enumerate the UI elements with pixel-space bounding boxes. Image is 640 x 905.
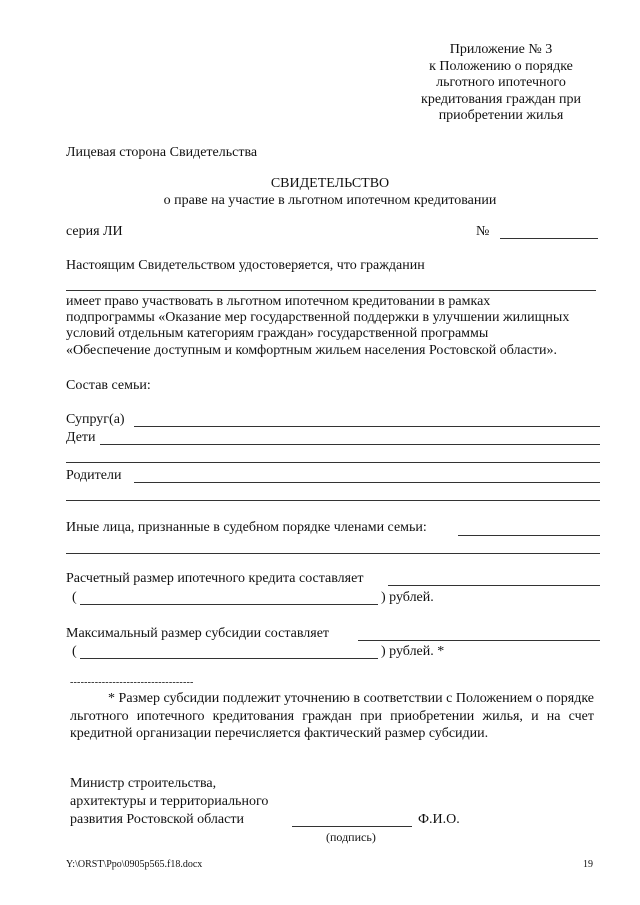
- front-side-label: Лицевая сторона Свидетельства: [66, 145, 258, 160]
- parents-field-extra[interactable]: [66, 500, 600, 501]
- subsidy-open-paren: (: [72, 644, 77, 659]
- appendix-line: льготного ипотечного: [436, 75, 566, 90]
- signature-field[interactable]: [292, 826, 412, 827]
- rights-line: условий отдельным категориям граждан» государственной программы: [66, 326, 489, 342]
- appendix-header: [408, 42, 594, 125]
- others-field[interactable]: [458, 535, 600, 536]
- credit-open-paren: (: [72, 590, 77, 605]
- document-title: СВИДЕТЕЛЬСТВО: [270, 176, 390, 191]
- appendix-line: приобретении жилья: [438, 108, 564, 123]
- certify-text: Настоящим Свидетельством удостоверяется, что гражданин: [66, 258, 425, 273]
- number-label: №: [476, 224, 490, 239]
- children-field-extra[interactable]: [66, 462, 600, 463]
- children-label: Дети: [66, 430, 96, 445]
- minister-title-line: развития Ростовской области: [70, 812, 244, 827]
- appendix-line: Приложение № 3: [449, 42, 553, 57]
- number-field[interactable]: [500, 238, 598, 239]
- family-heading: Состав семьи:: [66, 378, 151, 393]
- credit-words-field[interactable]: [80, 604, 378, 605]
- others-label: Иные лица, признанные в судебном порядке членами семьи:: [66, 520, 427, 535]
- rights-line: «Обеспечение доступным и комфортным жильем населения Ростовской области».: [66, 342, 558, 358]
- footnote-divider: -----------------------------------: [70, 677, 194, 688]
- credit-label: Расчетный размер ипотечного кредита составляет: [66, 571, 364, 586]
- footnote-body: * Размер субсидии подлежит уточнению в соответствии с Положением о порядке льготного ипотечного кредитования граждан при приобретении жилья, и на счет кредитной организации перечисляется фактический размер субсидии.: [70, 691, 594, 741]
- children-field[interactable]: [100, 444, 600, 445]
- spouse-field[interactable]: [134, 426, 600, 427]
- credit-amount-field[interactable]: [388, 585, 600, 586]
- footer-file-path: Y:\ORST\Ppo\0905p565.f18.docx: [66, 859, 203, 870]
- rights-paragraph: [66, 294, 596, 359]
- appendix-line: к Положению о порядке: [429, 58, 573, 74]
- subsidy-label: Максимальный размер субсидии составляет: [66, 626, 330, 641]
- rights-line: подпрограммы «Оказание мер государственной поддержки в улучшении жилищных: [66, 310, 570, 326]
- others-field-extra[interactable]: [66, 553, 600, 554]
- rights-line: имеет право участвовать в льготном ипотечном кредитовании в рамках: [66, 294, 491, 309]
- minister-fio: Ф.И.О.: [418, 812, 460, 827]
- minister-title-line: архитектуры и территориального: [70, 794, 269, 809]
- minister-title-line: Министр строительства,: [70, 776, 217, 791]
- signature-caption: (подпись): [326, 830, 376, 844]
- credit-rubles: ) рублей.: [381, 590, 434, 605]
- series-label: серия ЛИ: [66, 224, 123, 239]
- spouse-label: Супруг(а): [66, 412, 125, 427]
- parents-label: Родители: [66, 468, 122, 483]
- appendix-line: кредитования граждан при: [421, 91, 581, 107]
- parents-field[interactable]: [134, 482, 600, 483]
- footnote-text: [70, 690, 594, 743]
- subsidy-amount-field[interactable]: [358, 640, 600, 641]
- subsidy-words-field[interactable]: [80, 658, 378, 659]
- document-subtitle: о праве на участие в льготном ипотечном кредитовании: [163, 193, 497, 208]
- citizen-name-field[interactable]: [66, 290, 596, 291]
- page-number: 19: [583, 859, 593, 870]
- subsidy-rubles: ) рублей. *: [381, 644, 445, 659]
